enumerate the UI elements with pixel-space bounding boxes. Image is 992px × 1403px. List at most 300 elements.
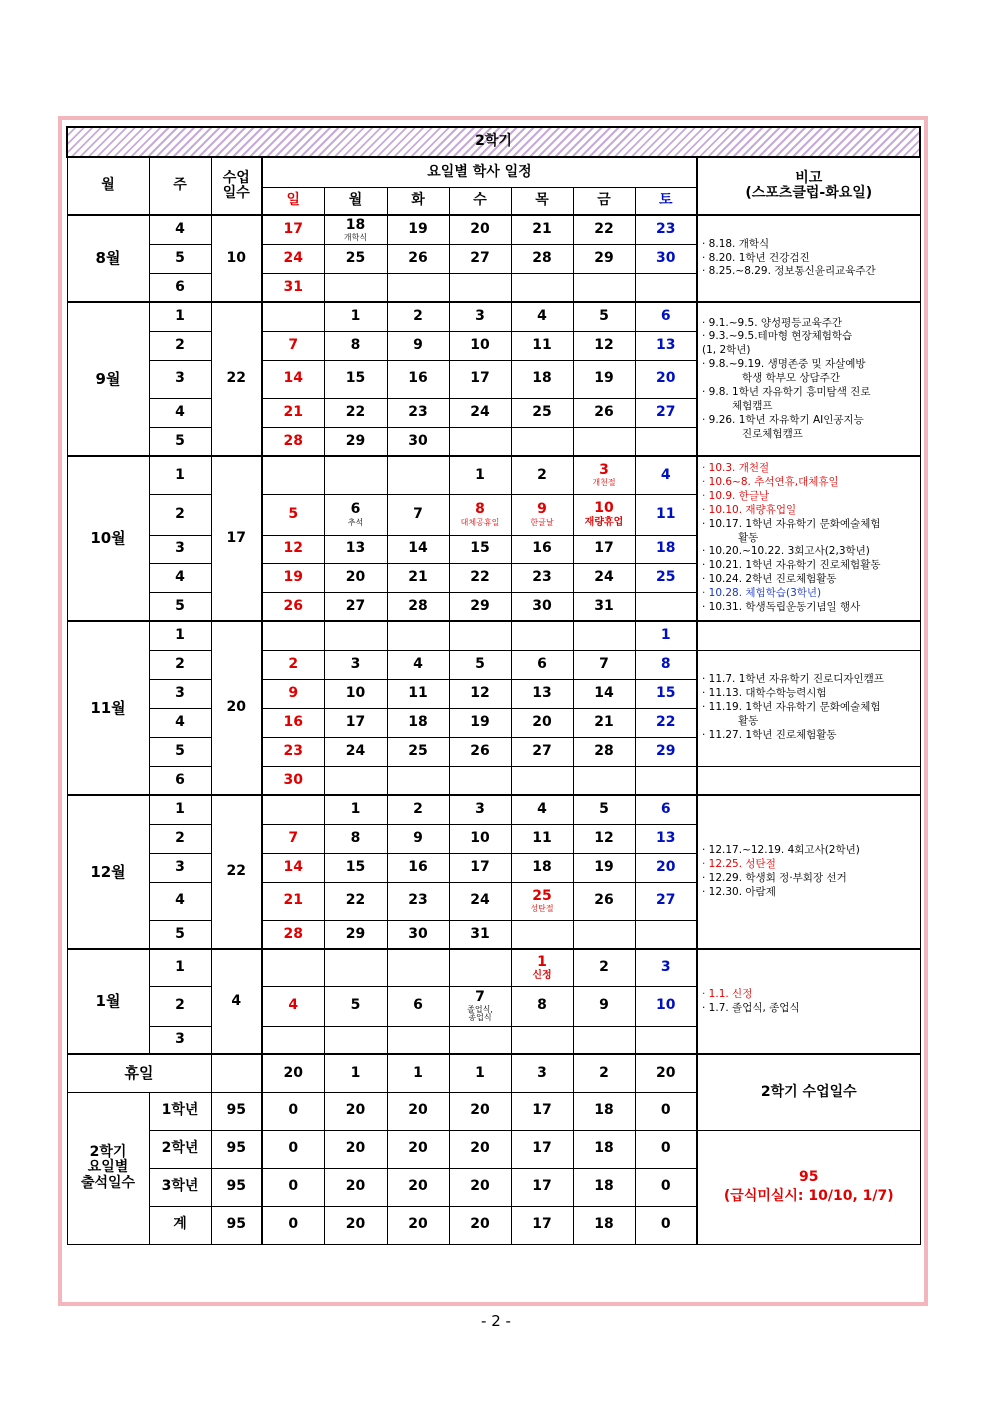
day-number: 2 [413,308,423,325]
week-number: 2 [149,650,211,679]
day-number: 23 [656,221,676,238]
day-number: 9 [413,336,423,353]
day-cell [262,360,324,398]
day-number: 23 [408,403,428,420]
day-number: 5 [475,655,485,672]
day-number: 17 [470,370,490,387]
day-number: 1 [660,627,671,644]
day-cell [387,398,449,427]
day-number: 20 [656,370,676,387]
week-number: 1 [149,302,211,331]
day-number: 10 [656,997,676,1014]
day-cell [573,302,635,331]
day-number: 7 [599,655,609,672]
day-number: 18 [408,713,428,730]
day-number: 18 [656,540,676,557]
day-number: 1 [475,466,485,483]
day-number: 3 [599,462,609,479]
attendance-count: 18 [573,1206,635,1244]
day-header-6: 토 [635,187,697,215]
month-label: 9월 [67,302,149,456]
day-header-1: 월 [324,187,387,215]
day-cell [635,621,697,650]
day-cell [324,302,387,331]
day-cell [324,215,387,244]
attendance-count: 17 [511,1092,573,1130]
day-cell [387,456,449,494]
week-number: 4 [149,215,211,244]
month-header: 월 [67,157,149,215]
holiday-count: 20 [262,1054,324,1092]
remark-line: · 11.13. 대학수학능력시험 [702,687,827,700]
day-cell [635,708,697,737]
attendance-count: 20 [387,1206,449,1244]
day-number: 25 [532,887,552,904]
day-number: 21 [594,713,614,730]
day-cell [262,563,324,592]
week-number: 1 [149,795,211,824]
day-cell [324,708,387,737]
day-number: 27 [470,249,490,266]
week-number: 3 [149,679,211,708]
day-cell [635,824,697,853]
remark-line: · 10.28. 체험학습(3학년) [702,587,822,599]
day-number: 25 [656,568,676,585]
day-cell [635,949,697,986]
day-number: 20 [656,858,676,875]
day-cell [262,244,324,273]
remarks-cell [697,650,920,766]
day-number: 5 [599,308,609,325]
day-event: 개학식 [343,232,368,242]
day-number: 19 [594,370,614,387]
remark-line: · 12.29. 학생회 정·부회장 선거 [702,872,847,884]
summary-number: 95 [799,1168,819,1185]
summary-value [697,1130,920,1244]
day-cell [449,708,511,737]
remark-line: 활동 [738,714,759,727]
remark-line: · 10.21. 1학년 자유학기 진로체험활동 [702,559,881,572]
day-number: 13 [532,684,552,701]
week-number: 3 [149,535,211,563]
holiday-label: 휴일 [67,1054,211,1092]
month-label: 11월 [67,621,149,795]
day-number: 15 [345,370,366,387]
day-number: 16 [532,540,552,557]
remark-line: · 8.25.~8.29. 정보통신윤리교육주간 [702,265,876,278]
day-cell [449,427,511,456]
attendance-count: 18 [573,1168,635,1206]
day-cell [387,986,449,1026]
attendance-count: 0 [262,1168,324,1206]
day-number: 17 [345,713,366,730]
day-cell [449,360,511,398]
day-cell [635,853,697,882]
day-header-4: 목 [511,187,573,215]
week-number: 3 [149,1026,211,1054]
day-cell [324,737,387,766]
day-cell [262,708,324,737]
day-number: 27 [532,742,552,759]
day-cell [324,427,387,456]
day-cell [635,244,697,273]
day-cell [262,494,324,535]
day-cell [449,563,511,592]
day-cell [387,766,449,795]
day-number: 26 [470,742,490,759]
day-cell [324,824,387,853]
day-cell [635,331,697,360]
day-number: 22 [656,713,676,730]
holiday-count: 20 [635,1054,697,1092]
attendance-count: 20 [387,1130,449,1168]
day-cell [573,986,635,1026]
day-cell [511,456,573,494]
day-cell [573,398,635,427]
remark-line: · 11.27. 1학년 진로체험활동 [702,728,837,741]
day-cell [324,563,387,592]
grade-label: 계 [149,1206,211,1244]
day-number: 30 [408,432,428,449]
day-number: 9 [413,829,423,846]
day-event: 추석 [347,517,364,527]
day-cell [262,766,324,795]
day-number: 8 [475,501,485,518]
day-number: 15 [656,684,676,701]
day-cell [511,1026,573,1054]
attendance-count: 20 [449,1168,511,1206]
day-number: 14 [283,858,303,875]
remark-line: · 9.3.~9.5.테마형 현장체험학습 [702,330,853,343]
day-number: 31 [283,278,303,295]
day-number: 7 [413,505,423,522]
attendance-count: 0 [635,1130,697,1168]
day-number: 24 [345,742,366,759]
day-cell [387,360,449,398]
day-number: 31 [594,597,614,614]
day-header-0: 일 [262,187,324,215]
attendance-count: 0 [635,1206,697,1244]
day-number: 17 [470,858,490,875]
day-number: 12 [283,540,303,557]
day-cell [324,920,387,949]
day-cell [511,427,573,456]
remarks-cell [697,949,920,1054]
day-cell [449,737,511,766]
day-number: 12 [594,829,614,846]
day-header-5: 금 [573,187,635,215]
day-number: 22 [345,403,366,420]
day-cell [511,795,573,824]
day-cell [324,494,387,535]
day-number: 17 [594,540,614,557]
remark-line: · 10.20.~10.22. 3회고사(2,3학년) [702,545,870,558]
day-number: 11 [532,829,552,846]
attendance-count: 0 [262,1130,324,1168]
day-cell [635,882,697,920]
attendance-count: 20 [324,1092,387,1130]
day-cell [511,920,573,949]
day-cell [511,708,573,737]
class-days: 22 [211,795,262,949]
day-cell [324,650,387,679]
grade-total: 95 [211,1206,262,1244]
day-number: 29 [470,597,490,614]
day-cell [635,494,697,535]
day-cell [449,949,511,986]
day-cell [262,650,324,679]
day-event: 대체공휴일 [460,517,500,527]
day-cell [511,853,573,882]
day-cell [573,824,635,853]
day-number: 20 [532,713,552,730]
day-number: 3 [660,959,671,976]
remarks-cell [697,456,920,621]
day-cell [635,592,697,621]
day-number: 8 [537,997,547,1014]
day-number: 21 [283,892,303,909]
attendance-count: 20 [387,1168,449,1206]
day-event: 한글날 [530,517,554,527]
day-cell [387,824,449,853]
day-number: 9 [288,684,299,701]
day-number: 19 [283,568,303,585]
day-number: 28 [594,742,614,759]
attendance-count: 17 [511,1130,573,1168]
week-number: 5 [149,244,211,273]
attendance-count: 0 [635,1168,697,1206]
day-cell [635,563,697,592]
day-cell [511,244,573,273]
day-number: 25 [532,403,552,420]
day-event: 성탄절 [530,904,554,914]
day-cell [573,456,635,494]
remark-line: · 11.19. 1학년 자유학기 문화예술체험 [702,701,881,714]
attendance-count: 18 [573,1130,635,1168]
day-number: 8 [350,829,361,846]
day-number: 23 [408,892,428,909]
day-cell [324,1026,387,1054]
day-cell [324,273,387,302]
day-number: 27 [345,597,366,614]
attendance-count: 20 [324,1206,387,1244]
day-number: 13 [345,540,366,557]
day-cell [324,360,387,398]
day-number: 3 [475,801,485,818]
week-number: 1 [149,621,211,650]
day-number: 6 [537,655,547,672]
grade-label: 2학년 [149,1130,211,1168]
day-number: 4 [288,997,299,1014]
day-number: 20 [345,568,366,585]
day-cell [387,427,449,456]
grade-total: 95 [211,1092,262,1130]
day-number: 29 [345,925,366,942]
remark-line: · 1.7. 졸업식, 종업식 [702,1001,800,1014]
day-cell [511,360,573,398]
holiday-count: 1 [449,1054,511,1092]
week-number: 2 [149,494,211,535]
semester-title: 2학기 [67,127,920,157]
day-cell [324,331,387,360]
day-cell [387,853,449,882]
day-cell [573,766,635,795]
day-cell [573,882,635,920]
day-number: 11 [656,505,676,522]
day-cell [262,679,324,708]
day-cell [262,621,324,650]
day-cell [387,273,449,302]
day-number: 2 [288,655,299,672]
holiday-count: 1 [387,1054,449,1092]
day-cell [262,920,324,949]
day-number: 5 [599,801,609,818]
day-number: 24 [470,403,490,420]
day-cell [387,563,449,592]
day-number: 13 [656,829,676,846]
day-cell [324,592,387,621]
day-cell [324,621,387,650]
day-cell [635,302,697,331]
day-cell [387,1026,449,1054]
day-number: 14 [594,684,614,701]
day-number: 11 [408,684,428,701]
day-number: 4 [660,466,671,483]
remarks-cell [697,795,920,949]
day-event: 개천절 [592,478,616,488]
week-number: 2 [149,824,211,853]
day-cell [262,882,324,920]
day-cell [449,986,511,1026]
day-cell [324,535,387,563]
day-number: 26 [283,597,303,614]
day-number: 10 [345,684,366,701]
day-cell [573,331,635,360]
day-cell [511,824,573,853]
day-cell [449,882,511,920]
day-number: 9 [537,501,547,518]
schedule-header: 요일별 학사 일정 [262,157,697,187]
day-number: 26 [408,249,428,266]
day-cell [635,1026,697,1054]
day-cell [387,302,449,331]
remarks-header: 비고 (스포츠클럽-화요일) [697,157,920,215]
day-number: 6 [660,308,671,325]
day-cell [449,456,511,494]
remark-line: · 12.17.~12.19. 4회고사(2학년) [702,844,860,857]
day-cell [387,215,449,244]
attendance-count: 17 [511,1206,573,1244]
month-label: 12월 [67,795,149,949]
day-cell [511,986,573,1026]
day-number: 5 [288,505,299,522]
day-number: 27 [656,892,676,909]
week-number: 2 [149,331,211,360]
day-number: 29 [345,432,366,449]
day-cell [573,737,635,766]
day-cell [262,302,324,331]
day-cell [511,621,573,650]
day-cell [262,795,324,824]
remark-line: · 10.3. 개천절 [702,462,770,475]
day-cell [511,592,573,621]
day-number: 8 [660,655,671,672]
day-cell [324,398,387,427]
day-number: 8 [350,336,361,353]
week-number: 4 [149,708,211,737]
day-number: 4 [413,655,423,672]
day-cell [635,215,697,244]
day-cell [635,679,697,708]
day-cell [635,766,697,795]
holiday-empty [211,1054,262,1092]
day-number: 24 [594,568,614,585]
day-number: 14 [408,540,428,557]
day-header-2: 화 [387,187,449,215]
day-number: 22 [345,892,366,909]
day-number: 6 [350,501,361,518]
week-number: 5 [149,737,211,766]
day-cell [449,679,511,708]
day-number: 19 [594,858,614,875]
day-cell [387,621,449,650]
day-cell [449,592,511,621]
day-cell [635,427,697,456]
remark-line: 체험캠프 [732,399,773,412]
day-cell [573,563,635,592]
day-cell [635,360,697,398]
remarks-cell [697,621,920,650]
day-cell [449,494,511,535]
week-number: 4 [149,563,211,592]
attendance-count: 18 [573,1092,635,1130]
week-number: 5 [149,427,211,456]
day-number: 12 [594,336,614,353]
day-event: 신정 [532,969,552,981]
day-cell [262,986,324,1026]
day-cell [573,427,635,456]
day-cell [511,882,573,920]
day-cell [387,949,449,986]
grade-label: 1학년 [149,1092,211,1130]
day-cell [324,244,387,273]
day-cell [387,708,449,737]
day-cell [449,1026,511,1054]
day-number: 31 [470,925,490,942]
remark-line: · 8.20. 1학년 건강검진 [702,251,810,264]
remarks-cell [697,302,920,456]
day-cell [573,592,635,621]
day-cell [511,563,573,592]
day-cell [573,535,635,563]
day-cell [387,795,449,824]
day-cell [387,650,449,679]
week-number: 2 [149,986,211,1026]
day-cell [449,273,511,302]
page-number: - 2 - [481,1312,511,1330]
day-cell [262,273,324,302]
day-cell [635,986,697,1026]
remark-line: · 10.31. 학생독립운동기념일 행사 [702,600,861,613]
day-cell [511,949,573,986]
day-number: 20 [470,221,490,238]
day-number: 7 [475,988,485,1005]
day-number: 23 [532,568,552,585]
week-number: 6 [149,273,211,302]
day-number: 29 [656,742,676,759]
remark-line: · 10.10. 재량휴업일 [702,503,797,516]
day-cell [449,535,511,563]
